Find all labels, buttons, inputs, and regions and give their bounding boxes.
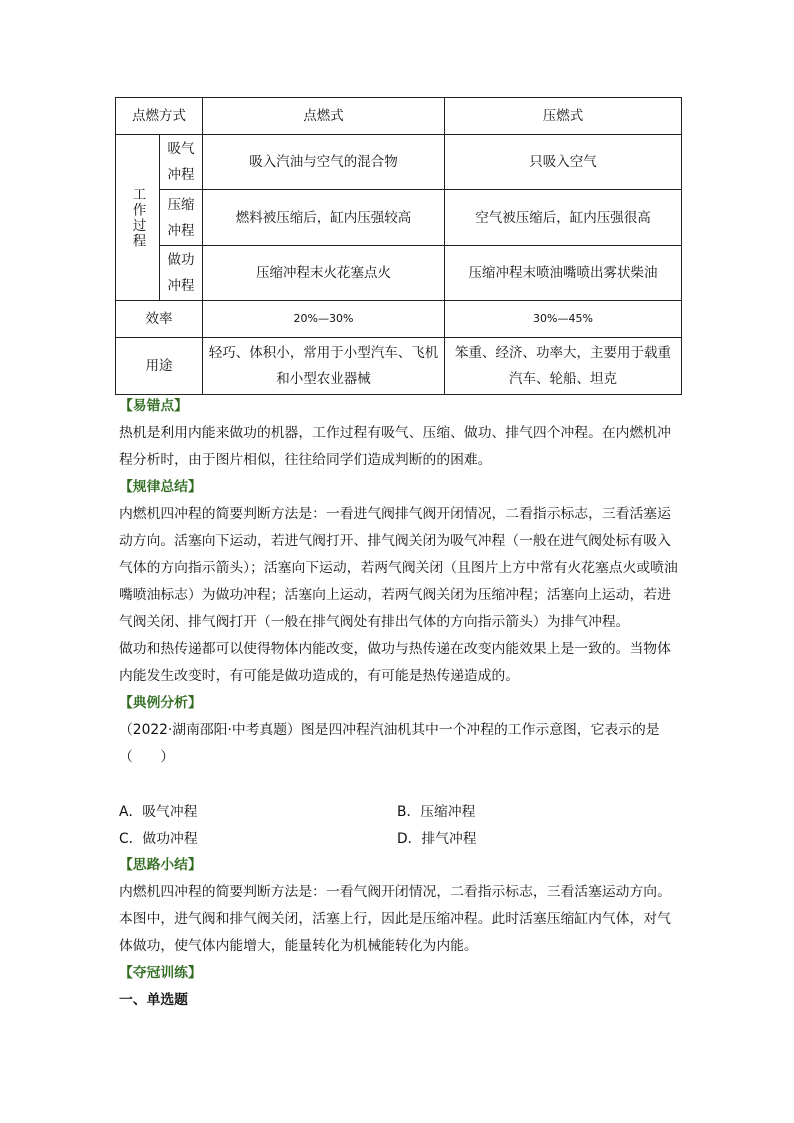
efficiency-row	[116, 301, 682, 338]
table-row	[116, 190, 682, 246]
efficiency-label: 效率	[116, 301, 203, 338]
mistake-heading: 【易错点】	[119, 398, 188, 414]
summary-heading: 【思路小结】	[119, 857, 202, 873]
single-choice-heading: 一、单选题	[119, 992, 188, 1008]
table-cell: 压缩冲程末火花塞点火	[203, 246, 445, 301]
work-process-label: 工作过程	[116, 135, 160, 301]
rule-heading: 【规律总结】	[119, 479, 202, 495]
option-d: D．排气冲程	[397, 831, 477, 847]
option-a: A．吸气冲程	[119, 804, 198, 820]
table-cell: 吸入汽油与空气的混合物	[203, 135, 445, 190]
table-cell: 压缩冲程末喷油嘴喷出雾状柴油	[445, 246, 682, 301]
rule-text: 内燃机四冲程的简要判断方法是：一看进气阀排气阀开闭情况，二看指示标志，三看活塞运动方向。活塞向下运动，若进气阀打开、排气阀关闭为吸气冲程（一般在进气阀处标有吸入气体的方向指示箭头）；活塞向下运动，若两气阀关闭（且图片上方中常有火花塞点火或喷油嘴喷油标志）为做功冲程；活塞向上运动，若两气阀关闭为压缩冲程；活塞向上运动，若进气阀关闭、排气阀打开（一般在排气阀处有排出气体的方向指示箭头）为排气冲程。	[119, 506, 678, 630]
stroke-name: 吸气冲程	[160, 135, 203, 190]
summary-text: 内燃机四冲程的简要判断方法是：一看气阀开闭情况，二看指示标志，三看活塞运动方向。本图中，进气阀和排气阀关闭，活塞上行，因此是压缩冲程。此时活塞压缩缸内气体，对气体做功，使气体内能增大，能量转化为机械能转化为内能。	[119, 884, 671, 954]
usage-label: 用途	[116, 338, 203, 395]
header-spark-ignition: 点燃式	[203, 98, 445, 135]
rule-text-2: 做功和热传递都可以使得物体内能改变，做功与热传递在改变内能效果上是一致的。当物体内能发生改变时，有可能是做功造成的，有可能是热传递造成的。	[119, 641, 671, 684]
engine-comparison-table	[115, 97, 682, 395]
question-text: （2022·湖南邵阳·中考真题）图是四冲程汽油机其中一个冲程的工作示意图，它表示的是（ ）	[119, 722, 660, 765]
mistake-text: 热机是利用内能来做功的机器，工作过程有吸气、压缩、做功、排气四个冲程。在内燃机冲程分析时，由于图片相似，往往给同学们造成判断的的困难。	[119, 425, 671, 468]
stroke-name: 压缩冲程	[160, 190, 203, 246]
table-cell: 30%—45%	[445, 301, 682, 338]
option-c: C．做功冲程	[119, 831, 198, 847]
table-cell: 20%—30%	[203, 301, 445, 338]
option-b: B．压缩冲程	[397, 804, 476, 820]
table-cell: 笨重、经济、功率大，主要用于载重汽车、轮船、坦克	[445, 338, 682, 395]
table-row	[116, 135, 682, 190]
table-cell: 空气被压缩后，缸内压强很高	[445, 190, 682, 246]
training-heading: 【夺冠训练】	[119, 965, 202, 981]
table-cell: 燃料被压缩后，缸内压强较高	[203, 190, 445, 246]
table-cell: 轻巧、体积小，常用于小型汽车、飞机和小型农业器械	[203, 338, 445, 395]
table-row	[116, 246, 682, 301]
example-heading: 【典例分析】	[119, 695, 202, 711]
header-compression-ignition: 压燃式	[445, 98, 682, 135]
stroke-name: 做功冲程	[160, 246, 203, 301]
header-ignition-method: 点燃方式	[116, 98, 203, 135]
usage-row	[116, 338, 682, 395]
table-header-row	[116, 98, 682, 135]
table-cell: 只吸入空气	[445, 135, 682, 190]
